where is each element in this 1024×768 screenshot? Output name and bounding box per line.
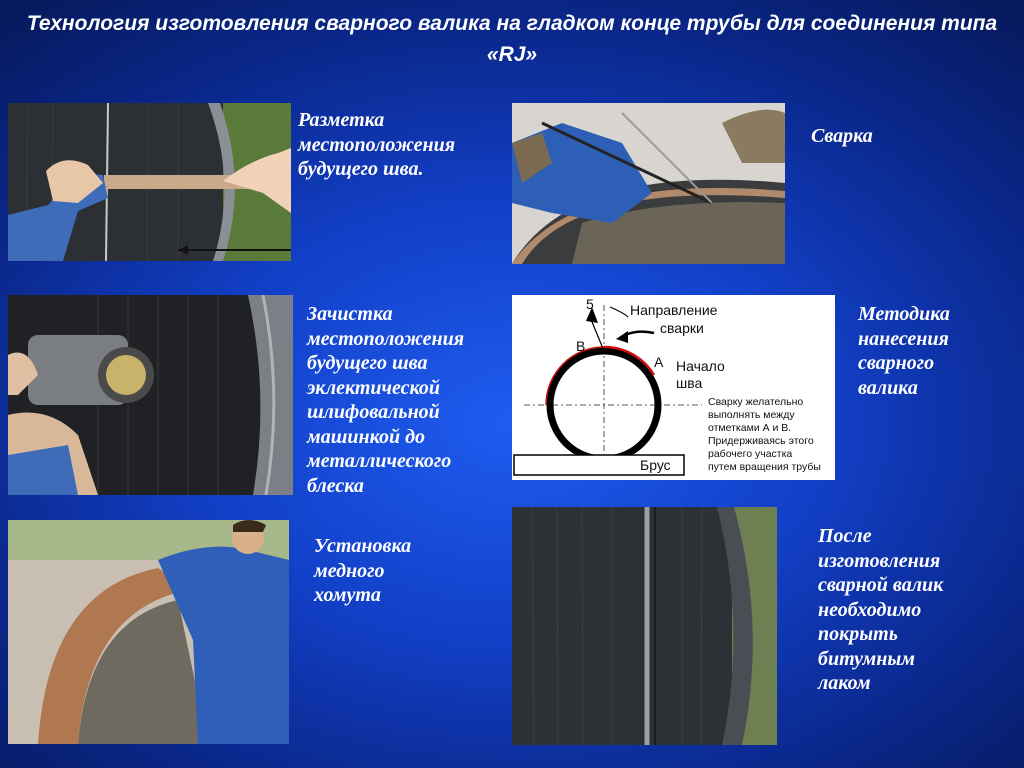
note-line: Придерживаясь этого — [708, 435, 814, 447]
angle-label: 5 — [586, 296, 594, 312]
base-label: Брус — [640, 457, 671, 473]
note-line: отметками А и В. — [708, 422, 792, 434]
clamp-photo — [8, 520, 289, 744]
note-line: Сварку желательно — [708, 396, 804, 408]
note-line: выполнять между — [708, 409, 795, 421]
slide-title: Технология изготовления сварного валика на гладком конце трубы для соединения типа «RJ» — [26, 12, 998, 66]
note-line: путем вращения трубы — [708, 461, 821, 473]
welding-photo — [512, 103, 785, 264]
method-diagram — [512, 295, 835, 480]
after-photo — [512, 507, 777, 745]
marking-caption: Разметка местоположения будущего шва. — [298, 109, 456, 180]
cleaning-caption: Зачистка местоположения будущего шва эклектической шлифовальной машинкой до металлического блеска — [307, 303, 465, 497]
marking-photo — [8, 103, 291, 261]
start-label-line1: Начало — [676, 358, 725, 374]
method-caption: Методика нанесения сварного валика — [858, 303, 950, 399]
direction-label-line2: сварки — [660, 320, 704, 336]
note-line: рабочего участка — [708, 448, 793, 460]
cleaning-photo — [8, 295, 293, 495]
direction-label-line1: Направление — [630, 302, 718, 318]
start-label-line2: шва — [676, 375, 703, 391]
point-a-label: А — [654, 354, 664, 370]
point-b-label: В — [576, 338, 586, 354]
after-caption: После изготовления сварной валик необходимо покрыть битумным лаком — [818, 525, 944, 694]
clamp-caption: Установка медного хомута — [314, 535, 412, 606]
welding-caption: Сварка — [811, 125, 873, 147]
